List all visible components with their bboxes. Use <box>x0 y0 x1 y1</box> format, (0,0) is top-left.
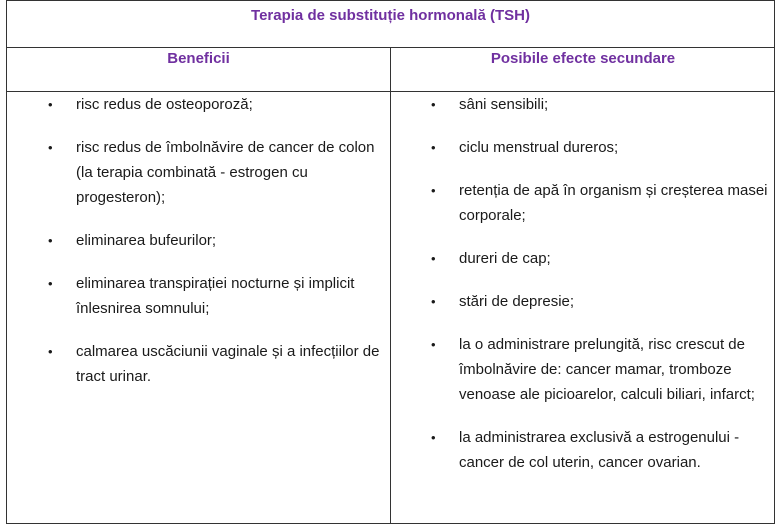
side-effect-text: ciclu menstrual dureros; <box>459 139 619 156</box>
bullet-icon: • <box>48 233 53 248</box>
side-effect-item <box>391 289 775 314</box>
side-effect-text: la o administrare prelungită, risc crescut de îmbolnăvire de: cancer mamar, tromboze venoase ale picioarelor, calculi biliari, infarct; <box>459 336 755 403</box>
side-effect-item <box>391 178 775 228</box>
bullet-icon: • <box>48 140 53 155</box>
bullet-icon: • <box>431 251 436 266</box>
benefit-item <box>7 271 390 321</box>
table-title-row <box>7 1 774 48</box>
bullet-icon: • <box>431 430 436 445</box>
benefit-text: risc redus de îmbolnăvire de cancer de colon (la terapia combinată - estrogen cu progesteron); <box>76 139 375 206</box>
benefits-header: Beneficii <box>167 50 230 67</box>
side-effects-list <box>391 92 775 493</box>
benefit-text: eliminarea bufeurilor; <box>76 232 217 249</box>
benefits-list <box>7 92 390 407</box>
side-effect-item <box>391 92 775 117</box>
side-effect-item <box>391 246 775 271</box>
bullet-icon: • <box>431 183 436 198</box>
hrt-table <box>6 0 775 524</box>
benefit-item <box>7 339 390 389</box>
benefit-text: eliminarea transpirației nocturne și implicit înlesnirea somnului; <box>76 275 355 317</box>
bullet-icon: • <box>431 97 436 112</box>
bullet-icon: • <box>48 276 53 291</box>
side-effect-text: retenția de apă în organism și creșterea masei corporale; <box>459 182 768 224</box>
bullet-icon: • <box>431 337 436 352</box>
side-effect-item <box>391 425 775 475</box>
side-effect-item <box>391 332 775 407</box>
table-title: Terapia de substituție hormonală (TSH) <box>251 7 530 24</box>
bullet-icon: • <box>431 140 436 155</box>
benefit-item <box>7 92 390 117</box>
benefit-item <box>7 135 390 210</box>
bullet-icon: • <box>431 294 436 309</box>
side-effect-text: stări de depresie; <box>459 293 575 310</box>
side-effects-header: Posibile efecte secundare <box>490 50 676 67</box>
side-effect-text: dureri de cap; <box>459 250 551 267</box>
benefit-text: calmarea uscăciunii vaginale și a infecțiilor de tract urinar. <box>76 343 380 385</box>
bullet-icon: • <box>48 344 53 359</box>
side-effect-text: sâni sensibili; <box>459 96 549 113</box>
side-effect-item <box>391 135 775 160</box>
side-effect-text: la administrarea exclusivă a estrogenului - cancer de col uterin, cancer ovarian. <box>459 429 740 471</box>
benefit-text: risc redus de osteoporoză; <box>76 96 253 113</box>
bullet-icon: • <box>48 97 53 112</box>
benefit-item <box>7 228 390 253</box>
